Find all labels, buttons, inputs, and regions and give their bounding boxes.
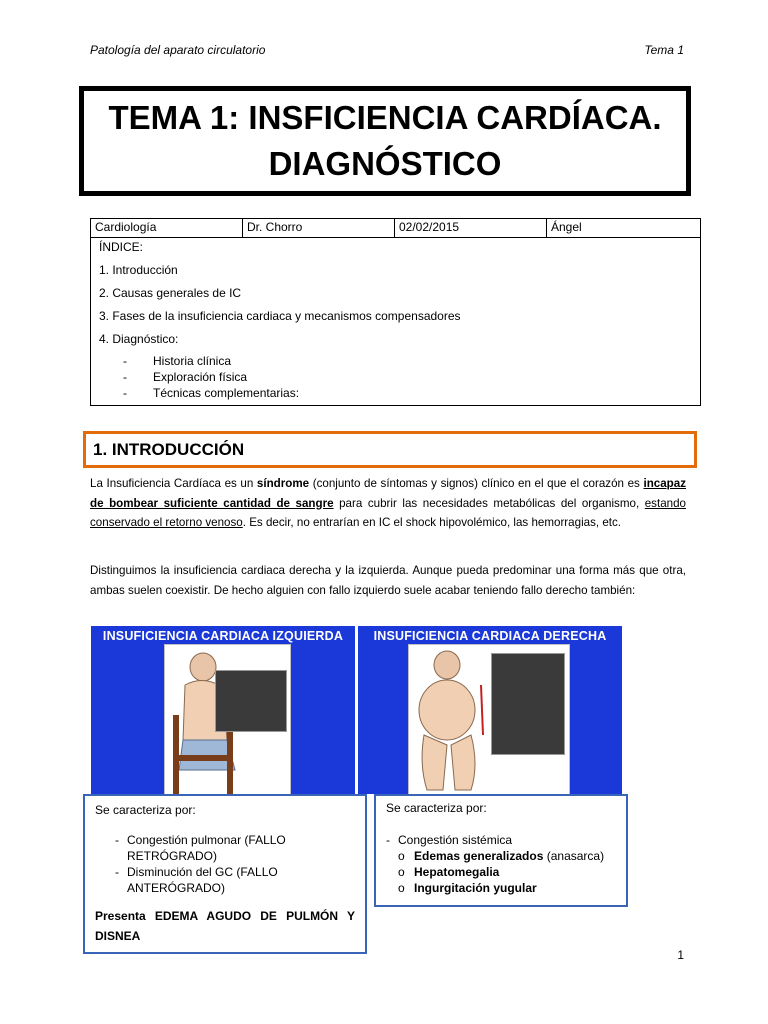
chest-xray-image [491, 653, 565, 755]
sub-list-item: o Edemas generalizados (anasarca) [398, 849, 605, 863]
list-item-text: Congestión sistémica [398, 833, 513, 847]
running-header-left: Patología del aparato circulatorio [90, 43, 266, 57]
title-line-1: TEMA 1: INSFICIENCIA CARDÍACA. [108, 99, 662, 136]
info-row [91, 219, 701, 238]
list-item: - Congestión pulmonar (FALLO RETRÓGRADO) [115, 832, 355, 864]
distinction-paragraph: Distinguimos la insuficiencia cardiaca derecha y la izquierda. Aunque pueda predominar una forma más que otra, ambas suelen coexistir. De hecho alguien con fallo izquierdo suele acabar teniendo fallo derecho también: [90, 564, 686, 597]
right-failure-characteristics [374, 794, 628, 907]
list-item-text: (anasarca) [543, 849, 605, 863]
sub-list-item: o Hepatomegalia [398, 865, 500, 879]
index-item: 2. Causas generales de IC [99, 286, 242, 300]
patient-illustration [408, 644, 570, 794]
index-subitem: - Historia clínica [123, 353, 692, 369]
index-item: 4. Diagnóstico: [99, 332, 179, 346]
index-heading: ÍNDICE: [99, 240, 144, 254]
list-item: - Disminución del GC (FALLO ANTERÓGRADO) [115, 864, 355, 896]
figure-left-heart-failure [91, 626, 355, 794]
index-item: 3. Fases de la insuficiencia cardiaca y mecanismos compensadores [99, 309, 461, 323]
characteristics-heading: Se caracteriza por: [386, 801, 487, 815]
list-item-text-bold: Ingurgitación yugular [414, 881, 537, 895]
text-run: para cubrir las necesidades metabólicas del organismo, [333, 496, 645, 510]
professor-cell: Dr. Chorro [243, 219, 395, 238]
sub-list-item: o Ingurgitación yugular [398, 881, 537, 895]
intro-paragraph [90, 474, 686, 533]
characteristics-footer: Presenta EDEMA AGUDO DE PULMÓN Y DISNEA [95, 909, 355, 943]
text-run: La Insuficiencia Cardíaca es un [90, 477, 257, 490]
page-number: 1 [677, 948, 684, 962]
text-run: (conjunto de síntomas y signos) clínico en el que el corazón es [309, 477, 644, 490]
date-cell: 02/02/2015 [395, 219, 547, 238]
list-item-text: Disminución del GC (FALLO ANTERÓGRADO) [127, 865, 278, 895]
index-subitem: - Exploración física [123, 369, 692, 385]
text-run: . Es decir, no entrarían en IC el shock hipovolémico, las hemorragias, etc. [242, 516, 622, 529]
section-heading-introduccion: 1. INTRODUCCIÓN [83, 431, 697, 468]
author-cell: Ángel [547, 219, 701, 238]
index-sublist [99, 353, 692, 401]
text-run-underlined: estando conservado el retorno venoso [90, 496, 686, 529]
index-cell [91, 238, 701, 406]
characteristics-heading: Se caracteriza por: [95, 803, 196, 817]
left-failure-characteristics [83, 794, 367, 954]
list-item-text-bold: Edemas generalizados [414, 849, 544, 863]
index-subitem: - Técnicas complementarias: [123, 385, 692, 401]
figure-right-title: INSUFICIENCIA CARDIACA DERECHA [373, 629, 607, 643]
patient-illustration [164, 644, 291, 794]
figure-right-heart-failure [358, 626, 622, 794]
info-table [90, 218, 701, 406]
title-line-2: DIAGNÓSTICO [268, 145, 502, 182]
index-item: 1. Introducción [99, 263, 178, 277]
list-item-text-bold: Hepatomegalia [414, 865, 500, 879]
subject-cell: Cardiología [91, 219, 243, 238]
running-header-right: Tema 1 [644, 43, 684, 57]
text-run-underlined: incapaz de bombear suficiente cantidad de sangre [90, 477, 686, 510]
document-title [79, 86, 691, 196]
list-item: - Congestión sistémica [386, 833, 513, 847]
text-run-bold: síndrome [256, 477, 310, 490]
chest-xray-image [215, 670, 287, 732]
figure-left-title: INSUFICIENCIA CARDIACA IZQUIERDA [102, 629, 344, 643]
list-item-text: Congestión pulmonar (FALLO RETRÓGRADO) [127, 833, 286, 863]
